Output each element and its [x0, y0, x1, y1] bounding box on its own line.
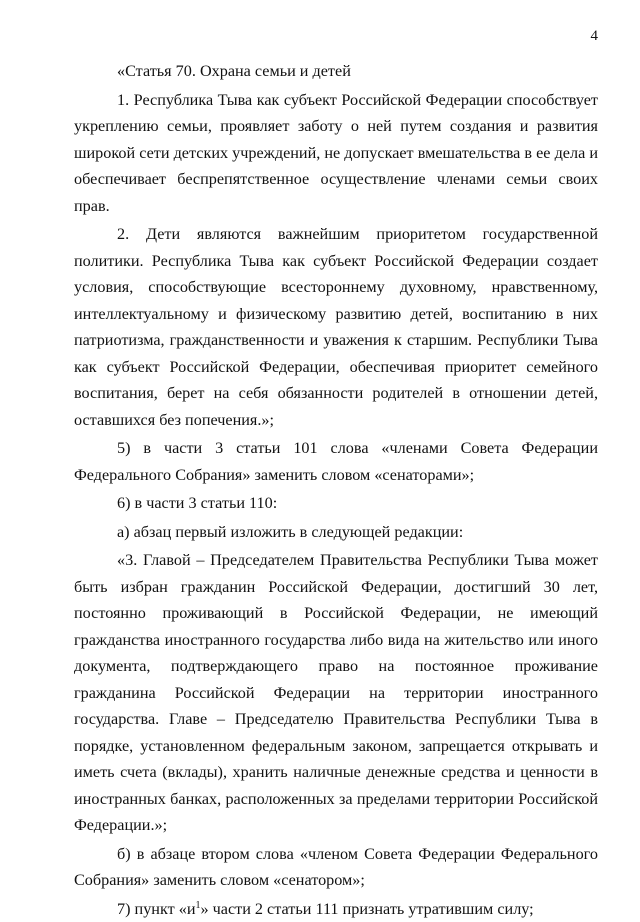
document-body: [74, 58, 598, 922]
paragraph-head-of-government: «3. Главой – Председателем Правительства Республики Тыва может быть избран гражданин Российской Федерации, достигший 30 лет, постоянно проживающий в Российской Федерации, не имеющий гражданства иностранного государства либо вида на жительство или иного документа, подтверждающего право на постоянное проживание гражданина Российской Федерации на территории иностранного государства. Главе – Председателю Правительства Республики Тыва в порядке, установленном федеральным законом, запрещается открывать и иметь счета (вклады), хранить наличные денежные средства и ценности в иностранных банках, расположенных за пределами территории Российской Федерации.»;: [74, 547, 598, 839]
paragraph-children-priority: 2. Дети являются важнейшим приоритетом государственной политики. Республика Тыва как субъект Российской Федерации создает условия, способствующие всестороннему духовному, нравственному, интеллектуальному и физическому развитию детей, воспитанию в них патриотизма, гражданственности и уважения к старшим. Республики Тыва как субъект Российской Федерации, обеспечивая приоритет семейного воспитания, берет на себя обязанности родителей в отношении детей, оставшихся без попечения.»;: [74, 221, 598, 433]
paragraph-item-6a: а) абзац первый изложить в следующей редакции:: [74, 519, 598, 546]
item-7-superscript: 1: [195, 900, 200, 911]
paragraph-item-6: 6) в части 3 статьи 110:: [74, 490, 598, 517]
item-7-text-after: » части 2 статьи 111 признать утратившим силу;: [200, 900, 533, 918]
paragraph-item-6b: б) в абзаце втором слова «членом Совета Федерации Федерального Собрания» заменить словом «сенатором»;: [74, 841, 598, 894]
paragraph-item-7: [74, 896, 598, 922]
page-number: 4: [591, 27, 599, 45]
item-7-text-before: 7) пункт «и: [117, 900, 195, 918]
paragraph-family-support: 1. Республика Тыва как субъект Российской Федерации способствует укреплению семьи, проявляет заботу о ней путем создания и развития широкой сети детских учреждений, не допускает вмешательства в ее дела и обеспечивает беспрепятственное осуществление членами семьи своих прав.: [74, 87, 598, 220]
article-heading: «Статья 70. Охрана семьи и детей: [74, 58, 598, 85]
paragraph-item-5: 5) в части 3 статьи 101 слова «членами Совета Федерации Федерального Собрания» заменить словом «сенаторами»;: [74, 435, 598, 488]
